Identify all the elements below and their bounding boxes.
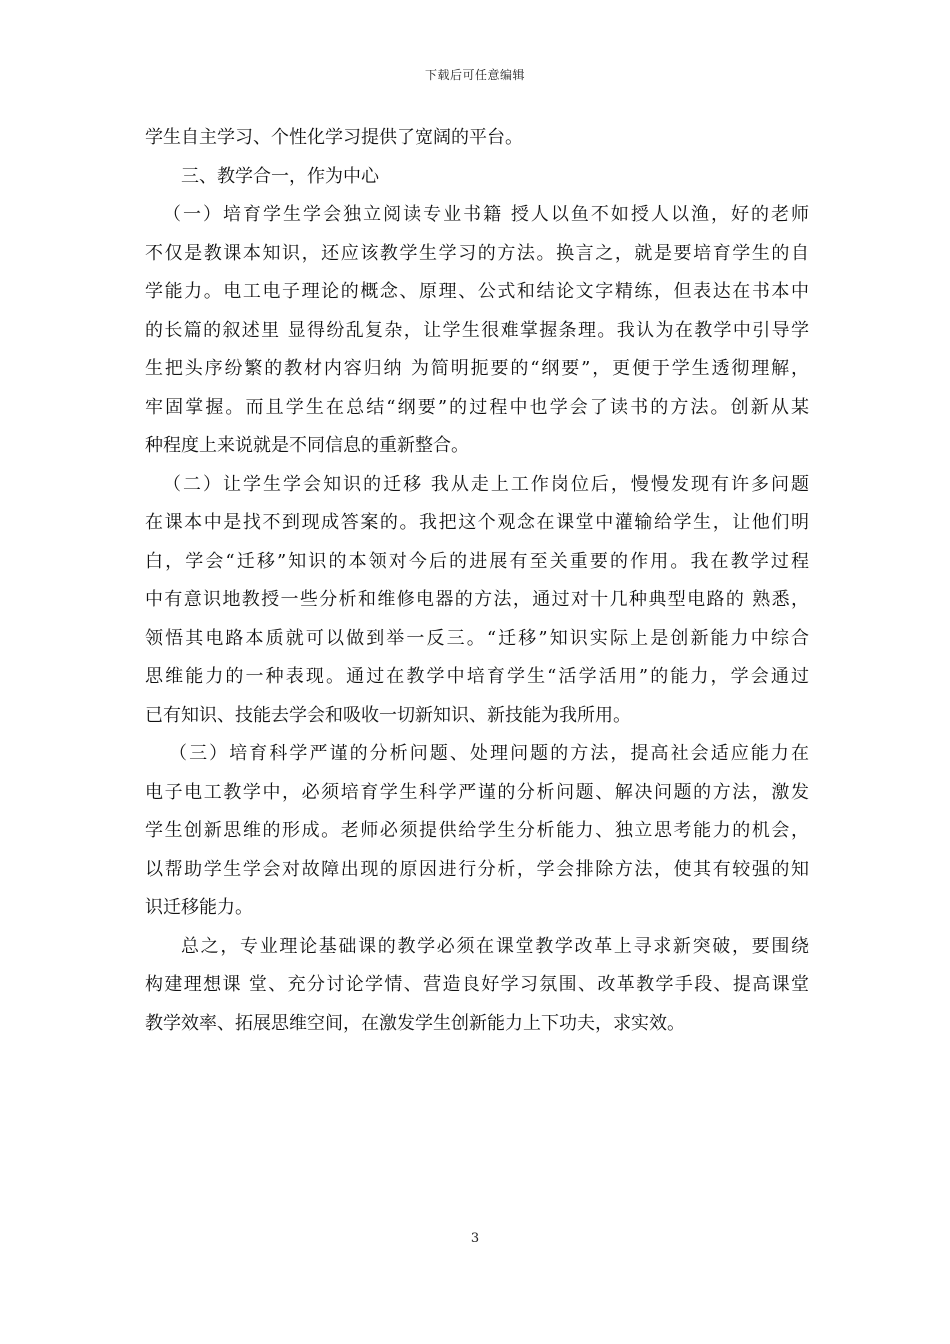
text-line: 教学效率、拓展思维空间，在激发学生创新能力上下功夫，求实效。 [145, 1012, 685, 1034]
section-heading: 三、教学合一，作为中心 [181, 165, 379, 187]
document-body [145, 119, 809, 1043]
text-line: 种程度上来说就是不同信息的重新整合。 [145, 435, 469, 456]
text-line: 生把头序纷繁的教材内容归纳 为简明扼要的“纲要”，更便于学生透彻理解， [145, 358, 809, 379]
text-line: 电子电工教学中，必须培育学生科学严谨的分析问题、解决问题的方法，激发 [145, 781, 809, 803]
page-number: 3 [470, 1231, 480, 1246]
text-line: 领悟其电路本质就可以做到举一反三。“迁移”知识实际上是创新能力中综合 [145, 627, 809, 649]
text-line: 学能力。电工电子理论的概念、原理、公式和结论文字精练，但表达在书本中 [145, 281, 809, 302]
text-line: 学生自主学习、个性化学习提供了宽阔的平台。 [145, 127, 523, 148]
text-line: 识迁移能力。 [145, 897, 253, 918]
text-line: 牢固掌握。而且学生在总结“纲要”的过程中也学会了读书的方法。创新从某 [145, 396, 809, 418]
text-line: （三）培育科学严谨的分析问题、处理问题的方法，提高社会适应能力在 [169, 743, 809, 764]
text-line: （二）让学生学会知识的迁移 我从走上工作岗位后，慢慢发现有许多问题 [163, 473, 809, 495]
page-header: 下载后可任意编辑 [424, 68, 525, 82]
text-line: 白，学会“迁移”知识的本领对今后的进展有至关重要的作用。我在教学过程 [145, 550, 809, 572]
text-line: 已有知识、技能去学会和吸收一切新知识、新技能为我所用。 [145, 704, 631, 726]
text-line: 的长篇的叙述里 显得纷乱复杂，让学生很难掌握条理。我认为在教学中引导学 [145, 319, 809, 341]
text-line: 总之，专业理论基础课的教学必须在课堂教学改革上寻求新突破，要围绕 [181, 935, 809, 957]
text-line: 构建理想课 堂、充分讨论学情、营造良好学习氛围、改革教学手段、提高课堂 [145, 974, 809, 995]
text-line: 中有意识地教授一些分析和维修电器的方法，通过对十几种典型电路的 熟悉， [145, 589, 809, 610]
text-line: 不仅是教课本知识，还应该教学生学习的方法。换言之，就是要培育学生的自 [145, 242, 809, 264]
text-line: 以帮助学生学会对故障出现的原因进行分析，学会排除方法，使其有较强的知 [145, 858, 809, 880]
text-line: 学生创新思维的形成。老师必须提供给学生分析能力、独立思考能力的机会， [145, 820, 809, 841]
text-line: （一）培育学生学会独立阅读专业书籍 授人以鱼不如授人以渔，好的老师 [163, 204, 809, 225]
text-line: 思维能力的一种表现。通过在教学中培育学生“活学活用”的能力，学会通过 [145, 666, 809, 687]
text-line: 在课本中是找不到现成答案的。我把这个观念在课堂中灌输给学生，让他们明 [145, 512, 809, 533]
